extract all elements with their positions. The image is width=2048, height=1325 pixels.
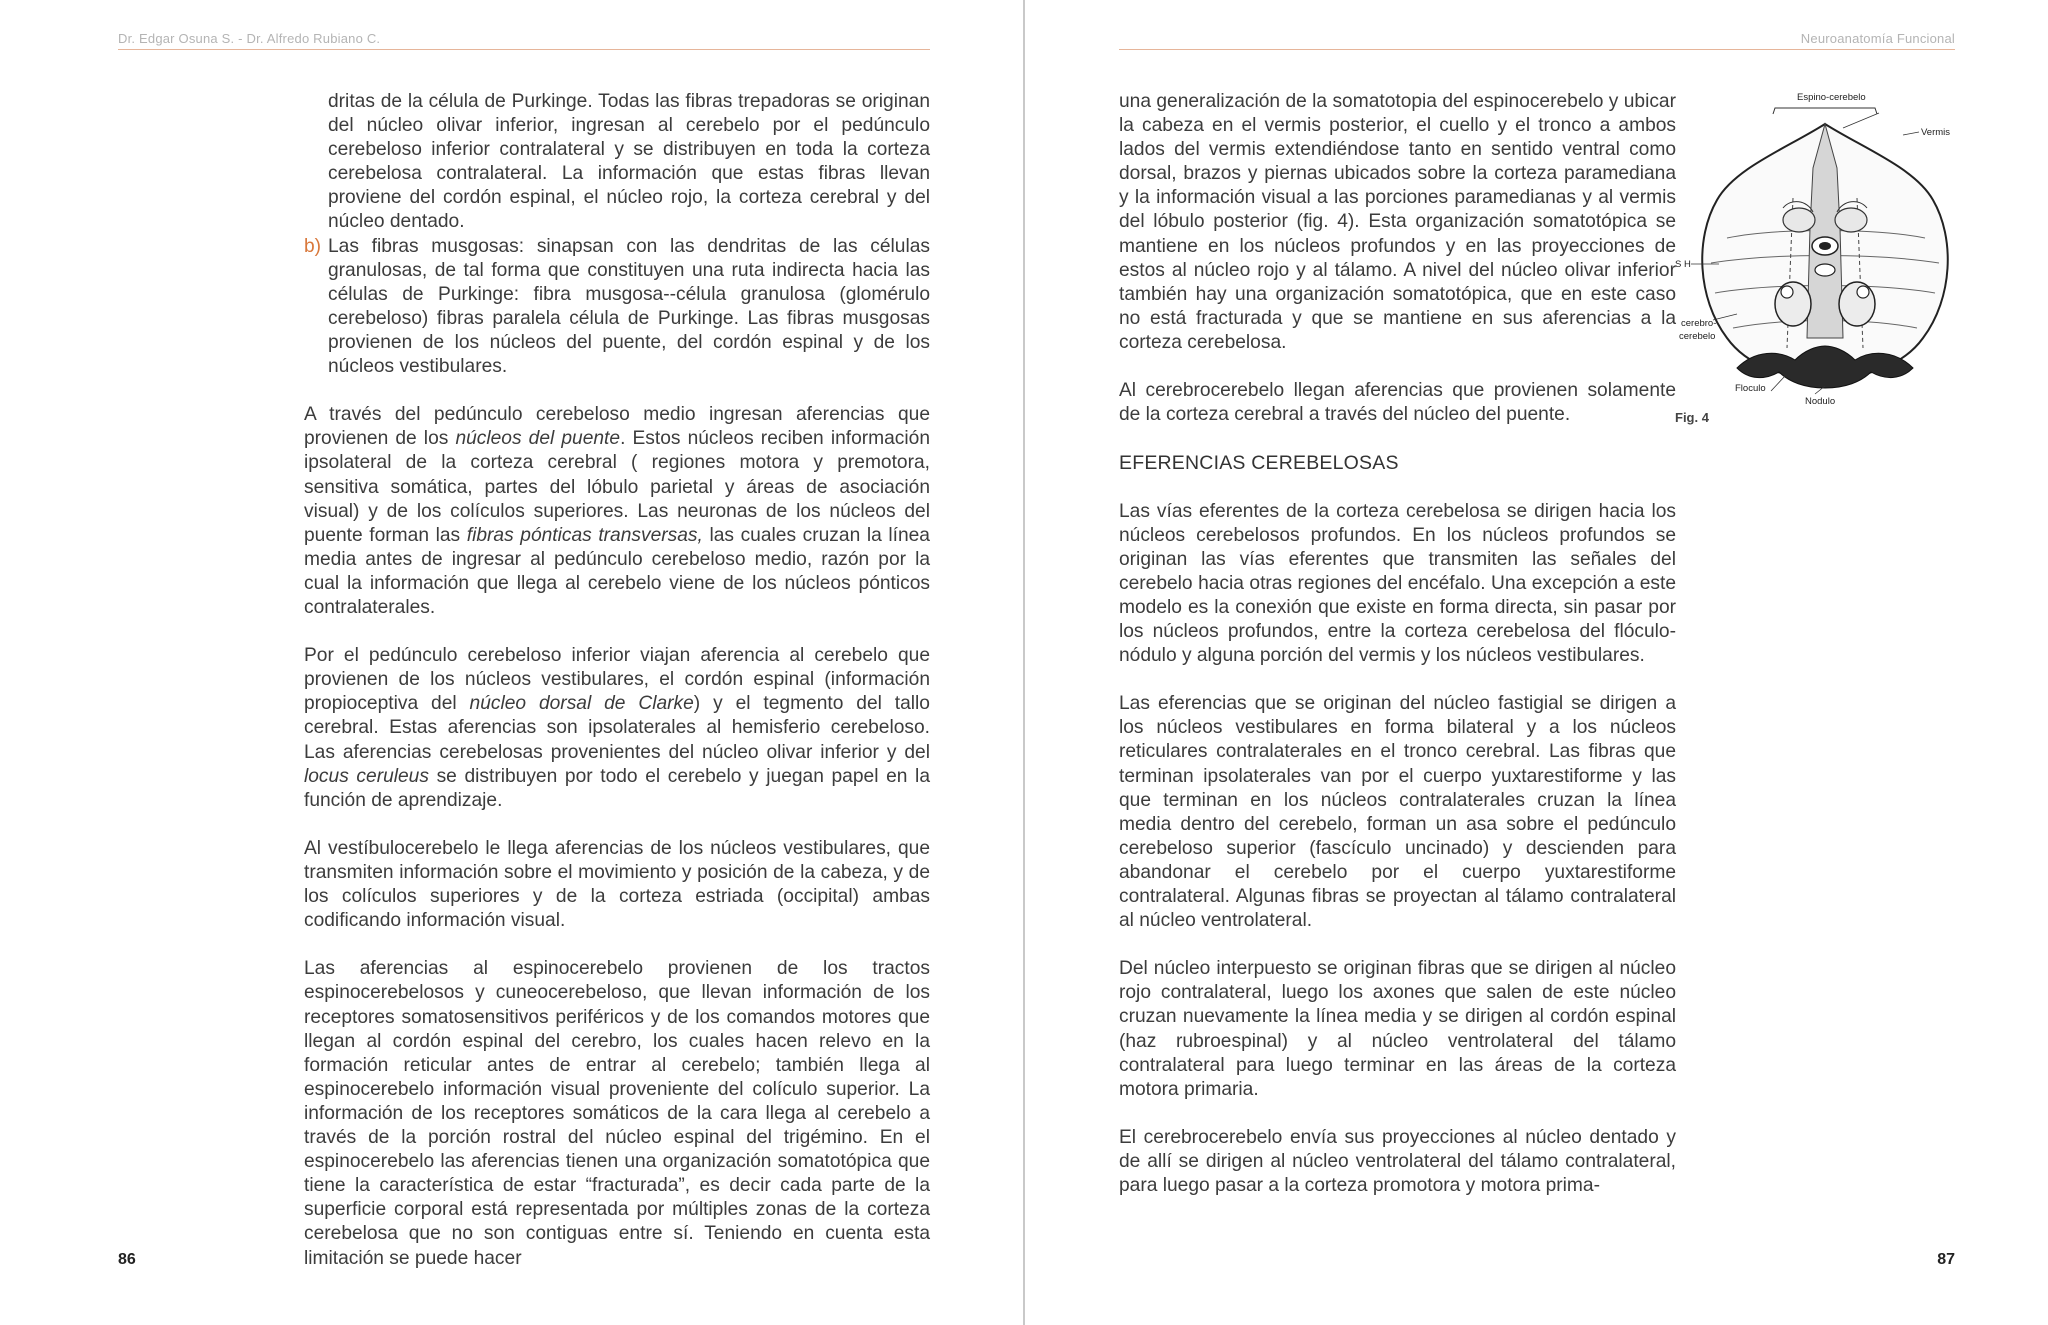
left-text-column (304, 90, 930, 1271)
running-head-title: Neuroanatomía Funcional (1800, 31, 1955, 46)
figure-caption: Fig. 4 (1675, 410, 1709, 425)
running-head-authors: Dr. Edgar Osuna S. - Dr. Alfredo Rubiano C. (118, 31, 381, 46)
paragraph-vestibulocerebellum: Al vestíbulocerebelo le llega aferencias de los núcleos vestibulares, que transmiten información sobre el movimiento y posición de la cabeza, y de los colículos superiores y de la corteza estriada (occipital) ambas codificando información visual. (304, 837, 930, 932)
header-rule (118, 49, 930, 50)
label-floculo: Floculo (1735, 383, 1766, 394)
posterior-homunculus-right (1839, 282, 1875, 326)
header-rule (1119, 49, 1955, 50)
vermis-head-lower (1815, 264, 1835, 276)
list-marker-b: b) (304, 235, 322, 257)
right-page (1025, 0, 2048, 1325)
anterior-homunculus-left (1783, 208, 1815, 232)
paragraph-somatotopy: una generalización de la somatotopia del espinocerebelo y ubicar la cabeza en el vermis posterior, el cuello y el tronco a ambos lados del vermis extendiéndose tanto en sentido ventral como dorsal, brazos y piernas ubicados sobre la corteza paramediana y la información visual a las porciones paramedianas y al vermis del lóbulo posterior (fig. 4). Esta organización somatotópica se mantiene en los núcleos profundos y en las proyecciones de estos al núcleo rojo y al tálamo. A nivel del núcleo olivar inferior también hay una organización somatotópica, que en este caso no está fracturada y que se mantiene en sus aferencias a la corteza cerebelosa. (1119, 91, 1676, 353)
list-item-a-continuation: dritas de la célula de Purkinge. Todas las fibras trepadoras se originan del núcleo olivar inferior, ingresan al cerebelo por el pedúnculo cerebeloso inferior contralateral y se distribuyen en toda la corteza cerebelosa contralateral. La información que estas fibras llevan proviene del cordón espinal, el núcleo rojo, la corteza cerebral y del núcleo dentado. (328, 91, 930, 233)
right-text-column (1119, 90, 1676, 1198)
posterior-homunculus-left (1775, 282, 1811, 326)
homunculus-head (1857, 286, 1869, 298)
page-number-left: 86 (118, 1251, 136, 1268)
vermis-head-core (1819, 242, 1831, 250)
label-vermis: Vermis (1921, 127, 1951, 138)
label-cerebrocerebelo-2: cerebelo (1679, 331, 1716, 342)
page-number-right: 87 (1937, 1251, 1955, 1268)
label-nodulo: Nodulo (1805, 396, 1836, 407)
homunculus-head (1781, 286, 1793, 298)
paragraph-fastigial-nucleus: Las eferencias que se originan del núcleo fastigial se dirigen a los núcleos vestibulares en forma bilateral y a los núcleos reticulares contralaterales en el tronco cerebral. Las fibras que terminan ipsolaterales van por el cuerpo yuxtarestiforme y las que terminan en los núcleos contralaterales cruzan la línea media dentro del cerebelo, forman un asa sobre el pedúnculo cerebeloso superior (fascículo uncinado) y descienden para abandonar el cerebelo por el cuerpo yuxtarestiforme contralateral. Algunas fibras se proyectan al tálamo contralateral al núcleo ventrolateral. (1119, 693, 1676, 932)
paragraph-efferent-pathways: Las vías eferentes de la corteza cerebelosa se dirigen hacia los núcleos cerebelosos profundos. En los núcleos profundos se originan las vías eferentes que transmiten las señales del cerebelo hacia otras regiones del encéfalo. Una excepción a este modelo es la conexión que existe en forma directa, sin pasar por los núcleos profundos, entre la corteza cerebelosa del flóculo-nódulo y alguna porción del vermis y los núcleos vestibulares. (1119, 500, 1676, 667)
figure-cerebellum-somatotopy (1675, 88, 1965, 410)
label-sh: S H (1675, 259, 1691, 270)
paragraph-dentate-nucleus: El cerebrocerebelo envía sus proyecciones al núcleo dentado y de allí se dirigen al núcleo ventrolateral del tálamo contralateral, para luego pasar a la corteza promotora y motora prima- (1119, 1126, 1676, 1197)
label-cerebrocerebelo-1: cerebro- (1681, 318, 1717, 329)
paragraph-cerebrocerebellum-afferents: Al cerebrocerebelo llegan aferencias que provienen solamente de la corteza cerebral a través del núcleo del puente. (1119, 380, 1676, 426)
anterior-homunculus-right (1835, 208, 1867, 232)
paragraph-middle-peduncle: A través del pedúnculo cerebeloso medio ingresan aferencias que provienen de los núcleos del puente. Estos núcleos reciben información ipsolateral de la corteza cerebral ( regiones motora y premotora, sensitiva somática, partes del lóbulo parietal y áreas de asociación visual) y de los colículos superiores. Las neuronas de los núcleos del puente forman las fibras pónticas transversas, las cuales cruzan la línea media antes de ingresar al pedúnculo cerebeloso medio, razón por la cual la información que llega al cerebelo viene de los núcleos pónticos contralaterales. (304, 404, 931, 618)
leader-line (1903, 132, 1919, 135)
section-heading: EFERENCIAS CEREBELOSAS (1119, 452, 1399, 475)
label-espino-cerebelo: Espino-cerebelo (1797, 92, 1866, 103)
list-item-b (304, 235, 930, 380)
leader-line (1771, 376, 1785, 391)
paragraph-interposed-nucleus: Del núcleo interpuesto se originan fibras que se dirigen al núcleo rojo contralateral, luego los axones que salen de este núcleo cruzan nuevamente la línea media y se dirigen al cordón espinal (haz rubroespinal) y al núcleo ventrolateral del tálamo contralateral para luego terminar en las áreas de la corteza motora primaria. (1119, 958, 1676, 1100)
paragraph-inferior-peduncle: Por el pedúnculo cerebeloso inferior viajan aferencia al cerebelo que provienen de los núcleos vestibulares, el cordón espinal (información propioceptiva del núcleo dorsal de Clarke) y el tegmento del tallo cerebral. Estas aferencias son ipsolaterales al hemisferio cerebeloso. Las aferencias cerebelosas provenientes del núcleo olivar inferior y del locus ceruleus se distribuyen por todo el cerebelo y juegan papel en la función de aprendizaje. (304, 645, 930, 811)
espino-bracket (1773, 108, 1877, 114)
list-item-b-text: Las fibras musgosas: sinapsan con las dendritas de las células granulosas, de tal forma que constituyen una ruta indirecta hacia las células de Purkinge: fibra musgosa--célula granulosa (glomérulo cerebeloso) fibras paralela célula de Purkinge. Las fibras musgosas provienen de los núcleos del puente, del cordón espinal y de los núcleos vestibulares. (328, 235, 930, 378)
leader-line (1843, 113, 1879, 128)
paragraph-spinocerebellum: Las aferencias al espinocerebelo provienen de los tractos espinocerebelosos y cuneocerebeloso, que llevan información de los receptores somatosensitivos periféricos y de los comandos motores que llegan al cordón espinal del cerebro, los cuales hacen relevo en la formación reticular antes de entrar al cerebelo; también llega al espinocerebelo información visual proveniente del colículo superior. La información de los receptores somáticos de la cara llega al cerebelo a través de la porción rostral del núcleo espinal del trigémino. En el espinocerebelo las aferencias tienen una organización somatotópica que tiene la característica de estar “fracturada”, es decir cada parte de la superficie corporal está representada por múltiples zonas de la corteza cerebelosa que no son contiguas entre sí. Teniendo en cuenta esta limitación se puede hacer (304, 958, 930, 1269)
